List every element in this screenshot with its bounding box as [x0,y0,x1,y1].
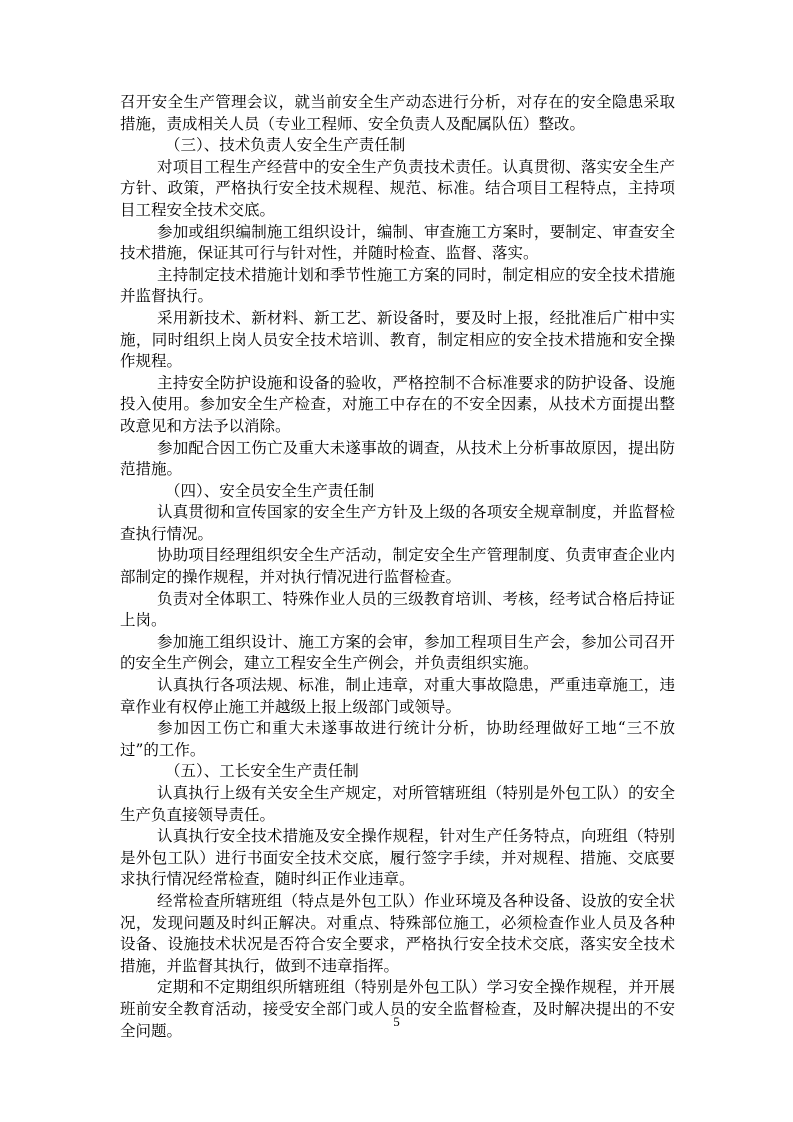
paragraph-5: 采用新技术、新材料、新工艺、新设备时，要及时上报，经批准后广柑中实施，同时组织上岗人员安全技术培训、教育，制定相应的安全技术措施和安全操作规程。 [120,308,675,371]
paragraph-4: 主持制定技术措施计划和季节性施工方案的同时，制定相应的安全技术措施并监督执行。 [120,265,675,306]
page-number: 5 [393,1014,400,1029]
paragraph-6: 主持安全防护设施和设备的验收，严格控制不合标准要求的防护设备、设施投入使用。参加安全生产检查，对施工中存在的不安全因素，从技术方面提出整改意见和方法予以消除。 [120,373,675,435]
section-heading-5: （五）、工长安全生产责任制 [165,762,359,781]
paragraph-12: 认真执行各项法规、标准，制止违章，对重大事故隐患，严重违章施工，违章作业有权停止施工并越级上报上级部门或领导。 [120,676,675,716]
paragraph-9: 协助项目经理组织安全生产活动，制定安全生产管理制度、负责审查企业内部制定的操作规程，并对执行情况进行监督检查。 [120,546,675,587]
paragraph-11: 参加施工组织设计、施工方案的会审，参加工程项目生产会，参加公司召开的安全生产例会，建立工程安全生产例会，并负责组织实施。 [120,632,675,673]
paragraph-8: 认真贯彻和宣传国家的安全生产方针及上级的各项安全规章制度，并监督检查执行情况。 [120,503,675,543]
paragraph-14: 认真执行上级有关安全生产规定，对所管辖班组（特别是外包工队）的安全生产负直接领导责任。 [120,784,675,824]
section-heading-4: （四）、安全员安全生产责任制 [165,481,375,500]
paragraph-7: 参加配合因工伤亡及重大未遂事故的调查，从技术上分析事故原因，提出防范措施。 [120,438,675,479]
paragraph-15: 认真执行安全技术措施及安全操作规程，针对生产任务特点，向班组（特别是外包工队）进行书面安全技术交底，履行签字手续，并对规程、措施、交底要求执行情况经常检查，随时纠正作业违章。 [120,827,675,889]
paragraph-16: 经常检查所辖班组（特点是外包工队）作业环境及各种设备、设放的安全状况，发现问题及时纠正解决。对重点、特殊部位施工，必须检查作业人员及各种设备、设施技术状况是否符合安全要求，严格执行安全技术交底，落实安全技术措施，并监督其执行，做到不违章指挥。 [120,891,675,975]
document-body [120,92,675,1042]
paragraph-17: 定期和不定期组织所辖班组（特别是外包工队）学习安全操作规程，并开展班前安全教育活动，接受安全部门或人员的安全监督检查，及时解决提出的不安全问题。 [120,978,675,1040]
paragraph-3: 参加或组织编制施工组织设计，编制、审查施工方案时，要制定、审查安全技术措施，保证其可行与针对性，并随时检查、监督、落实。 [120,222,675,263]
paragraph-1: 召开安全生产管理会议，就当前安全生产动态进行分析，对存在的安全隐患采取措施，责成相关人员（专业工程师、安全负责人及配属队伍）整改。 [120,93,675,133]
section-heading-3: （三）、技术负责人安全生产责任制 [165,136,406,155]
paragraph-2: 对项目工程生产经营中的安全生产负责技术责任。认真贯彻、落实安全生产方针、政策，严格执行安全技术规程、规范、标准。结合项目工程特点，主持项目工程安全技术交底。 [120,157,675,219]
paragraph-10: 负责对全体职工、特殊作业人员的三级教育培训、考核，经考试合格后持证上岗。 [120,589,675,630]
paragraph-13: 参加因工伤亡和重大未遂事故进行统计分析，协助经理做好工地“三不放过”的工作。 [120,719,675,759]
